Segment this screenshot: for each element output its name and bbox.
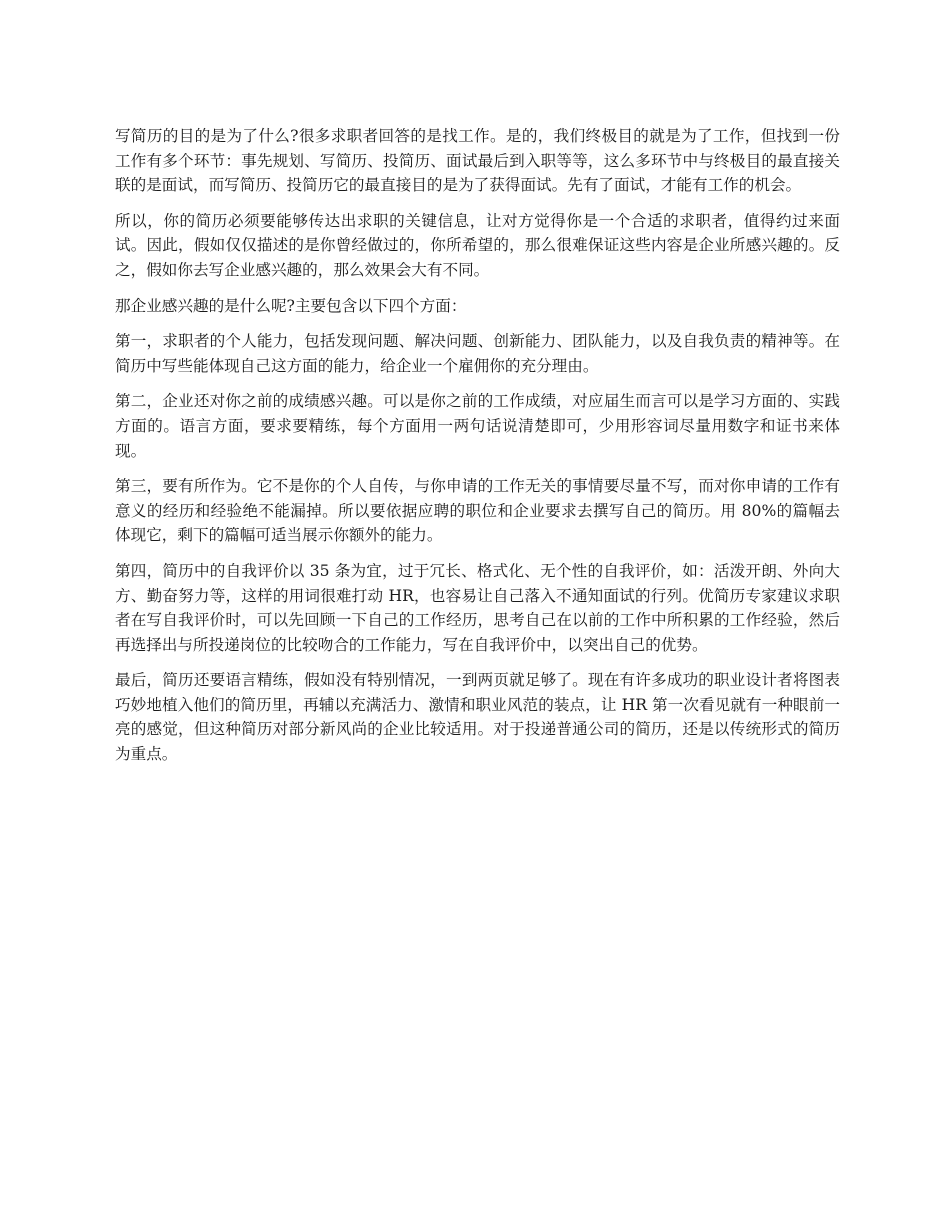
paragraph-second-achievements: 第二，企业还对你之前的成绩感兴趣。可以是你之前的工作成绩，对应届生而言可以是学习方面的、实践方面的。语言方面，要求要精练，每个方面用一两句话说清楚即可，少用形容词尽量用数字和证书来体现。 — [115, 392, 840, 460]
paragraph-fourth-self-evaluation: 第四，简历中的自我评价以 35 条为宜，过于冗长、格式化、无个性的自我评价，如：活泼开朗、外向大方、勤奋努力等，这样的用词很难打动 HR，也容易让自己落入不通知面试的行列。优简历专家建议求职者在写自我评价时，可以先回顾一下自己的工作经历，思考自己在以前的工作中所积累的工作经验，然后再选择出与所投递岗位的比较吻合的工作能力，写在自我评价中，以突出自己的优势。 — [115, 561, 840, 654]
paragraph-purpose: 写简历的目的是为了什么?很多求职者回答的是找工作。是的，我们终极目的就是为了工作，但找到一份工作有多个环节：事先规划、写简历、投简历、面试最后到入职等等，这么多环节中与终极目的最直接关联的是面试，而写简历、投简历它的最直接目的是为了获得面试。先有了面试，才能有工作的机会。 — [115, 127, 840, 195]
paragraph-key-info: 所以，你的简历必须要能够传达出求职的关键信息，让对方觉得你是一个合适的求职者，值得约过来面试。因此，假如仅仅描述的是你曾经做过的，你所希望的，那么很难保证这些内容是企业所感兴趣的。反之，假如你去写企业感兴趣的，那么效果会大有不同。 — [115, 211, 840, 279]
paragraph-four-aspects-intro: 那企业感兴趣的是什么呢?主要包含以下四个方面： — [115, 296, 467, 315]
paragraph-finally-concise: 最后，简历还要语言精练，假如没有特别情况，一到两页就足够了。现在有许多成功的职业设计者将图表巧妙地植入他们的简历里，再辅以充满活力、激情和职业风范的装点，让 HR 第一次看见就有一种眼前一亮的感觉，但这种简历对部分新风尚的企业比较适用。对于投递普通公司的简历，还是以传统形式的简历为重点。 — [115, 671, 840, 764]
paragraph-first-ability: 第一，求职者的个人能力，包括发现问题、解决问题、创新能力、团队能力，以及自我负责的精神等。在简历中写些能体现自己这方面的能力，给企业一个雇佣你的充分理由。 — [115, 332, 840, 375]
paragraph-third-relevance: 第三，要有所作为。它不是你的个人自传，与你申请的工作无关的事情要尽量不写，而对你申请的工作有意义的经历和经验绝不能漏掉。所以要依据应聘的职位和企业要求去撰写自己的简历。用 80%的篇幅去体现它，剩下的篇幅可适当展示你额外的能力。 — [115, 477, 840, 545]
document-body — [115, 124, 840, 778]
